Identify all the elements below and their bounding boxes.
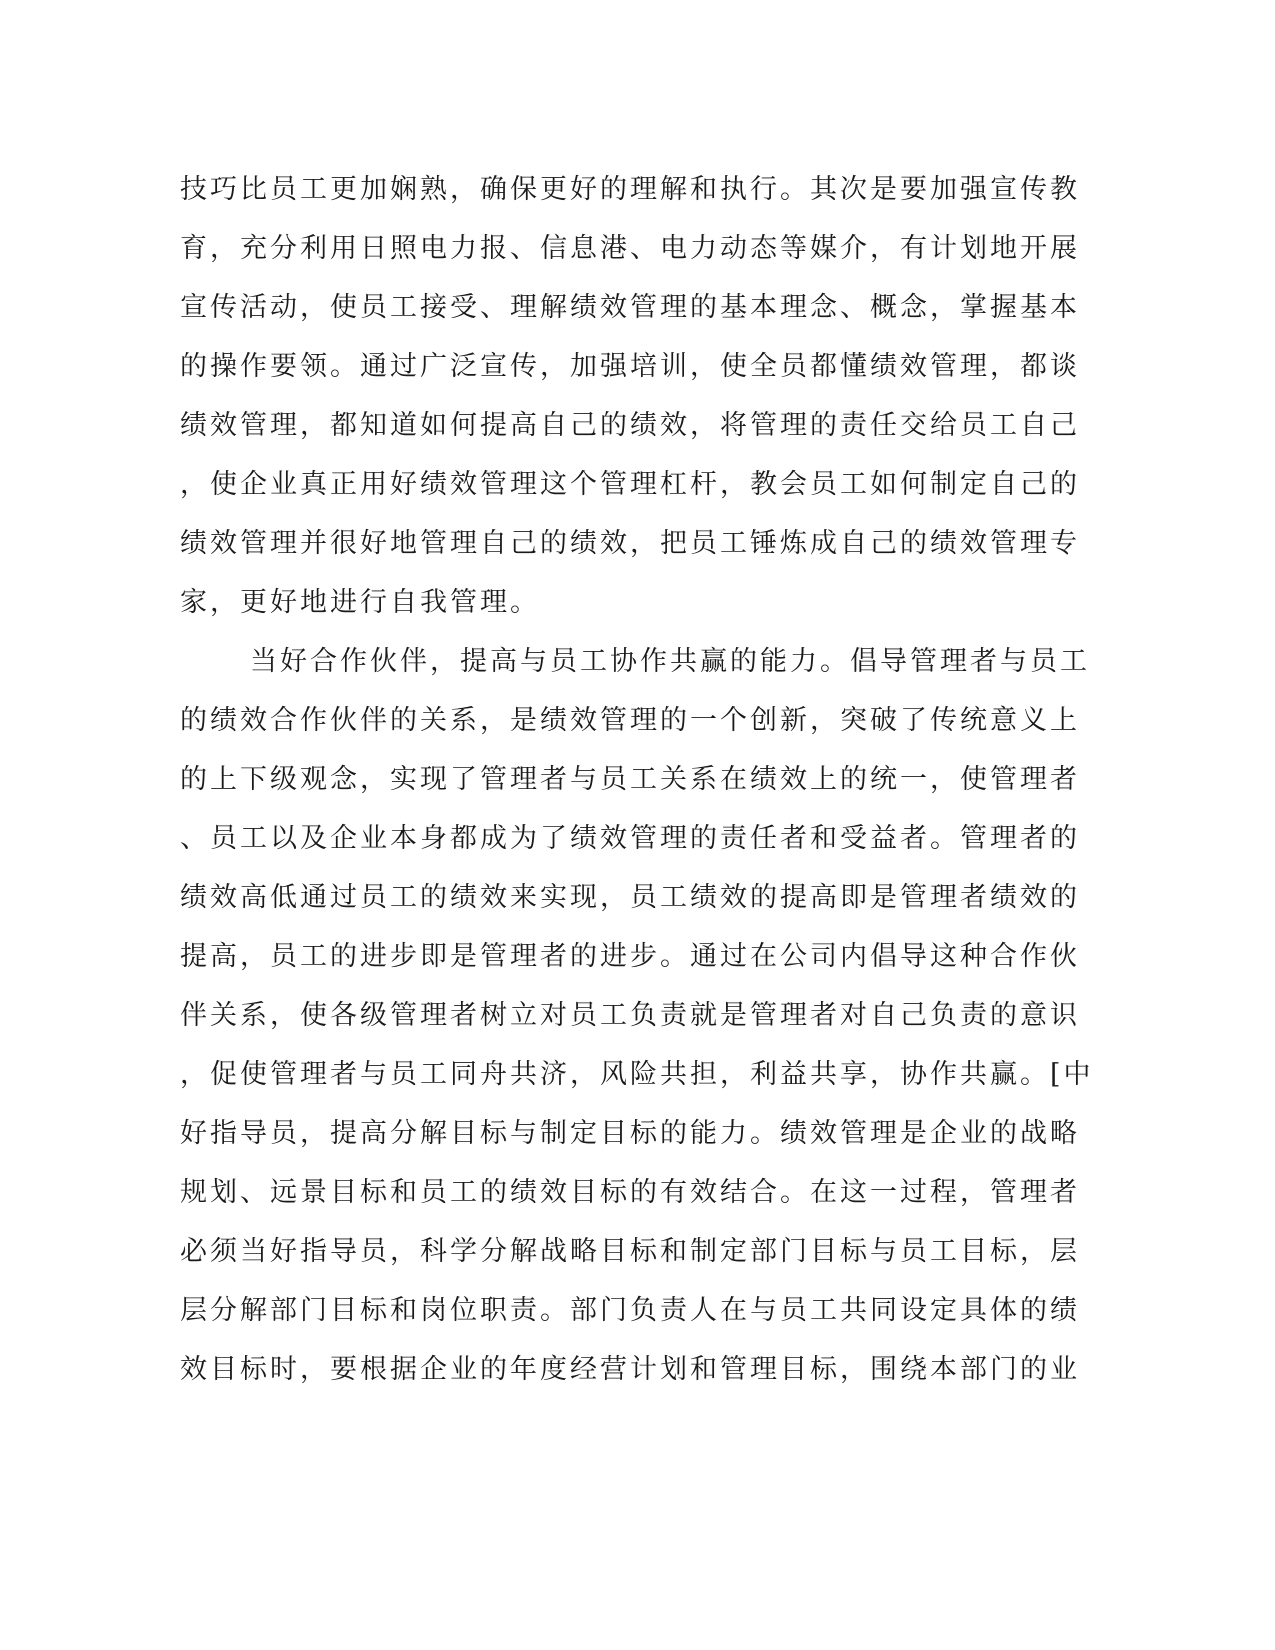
text-line: 技巧比员工更加娴熟，确保更好的理解和执行。其次是要加强宣传教 [180,174,1080,205]
text-line: ，使企业真正用好绩效管理这个管理杠杆，教会员工如何制定自己的 [180,469,1080,500]
text-line: 绩效高低通过员工的绩效来实现，员工绩效的提高即是管理者绩效的 [180,882,1080,913]
text-line: 规划、远景目标和员工的绩效目标的有效结合。在这一过程，管理者 [180,1177,1080,1208]
text-line: 伴关系，使各级管理者树立对员工负责就是管理者对自己负责的意识 [180,1000,1080,1031]
text-line: 绩效管理，都知道如何提高自己的绩效，将管理的责任交给员工自己 [180,410,1080,441]
text-line: 家，更好地进行自我管理。 [180,587,540,618]
body-text [180,160,1094,1399]
text-line: 好指导员，提高分解目标与制定目标的能力。绩效管理是企业的战略 [180,1118,1080,1149]
text-line: 必须当好指导员，科学分解战略目标和制定部门目标与员工目标，层 [180,1236,1080,1267]
text-line: 的绩效合作伙伴的关系，是绩效管理的一个创新，突破了传统意义上 [180,705,1080,736]
text-line: 绩效管理并很好地管理自己的绩效，把员工锤炼成自己的绩效管理专 [180,528,1080,559]
text-line: 的上下级观念，实现了管理者与员工关系在绩效上的统一，使管理者 [180,764,1080,795]
paragraph-first-line: 当好合作伙伴，提高与员工协作共赢的能力。倡导管理者与员工 [250,646,1090,677]
text-line: 的操作要领。通过广泛宣传，加强培训，使全员都懂绩效管理，都谈 [180,351,1080,382]
text-line: 层分解部门目标和岗位职责。部门负责人在与员工共同设定具体的绩 [180,1295,1080,1326]
text-line: ，促使管理者与员工同舟共济，风险共担，利益共享，协作共赢。[中 [180,1059,1094,1090]
text-line: 、员工以及企业本身都成为了绩效管理的责任者和受益者。管理者的 [180,823,1080,854]
text-line: 育，充分利用日照电力报、信息港、电力动态等媒介，有计划地开展 [180,233,1080,264]
text-line: 宣传活动，使员工接受、理解绩效管理的基本理念、概念，掌握基本 [180,292,1080,323]
text-line: 提高，员工的进步即是管理者的进步。通过在公司内倡导这种合作伙 [180,941,1080,972]
text-line: 效目标时，要根据企业的年度经营计划和管理目标，围绕本部门的业 [180,1354,1080,1385]
